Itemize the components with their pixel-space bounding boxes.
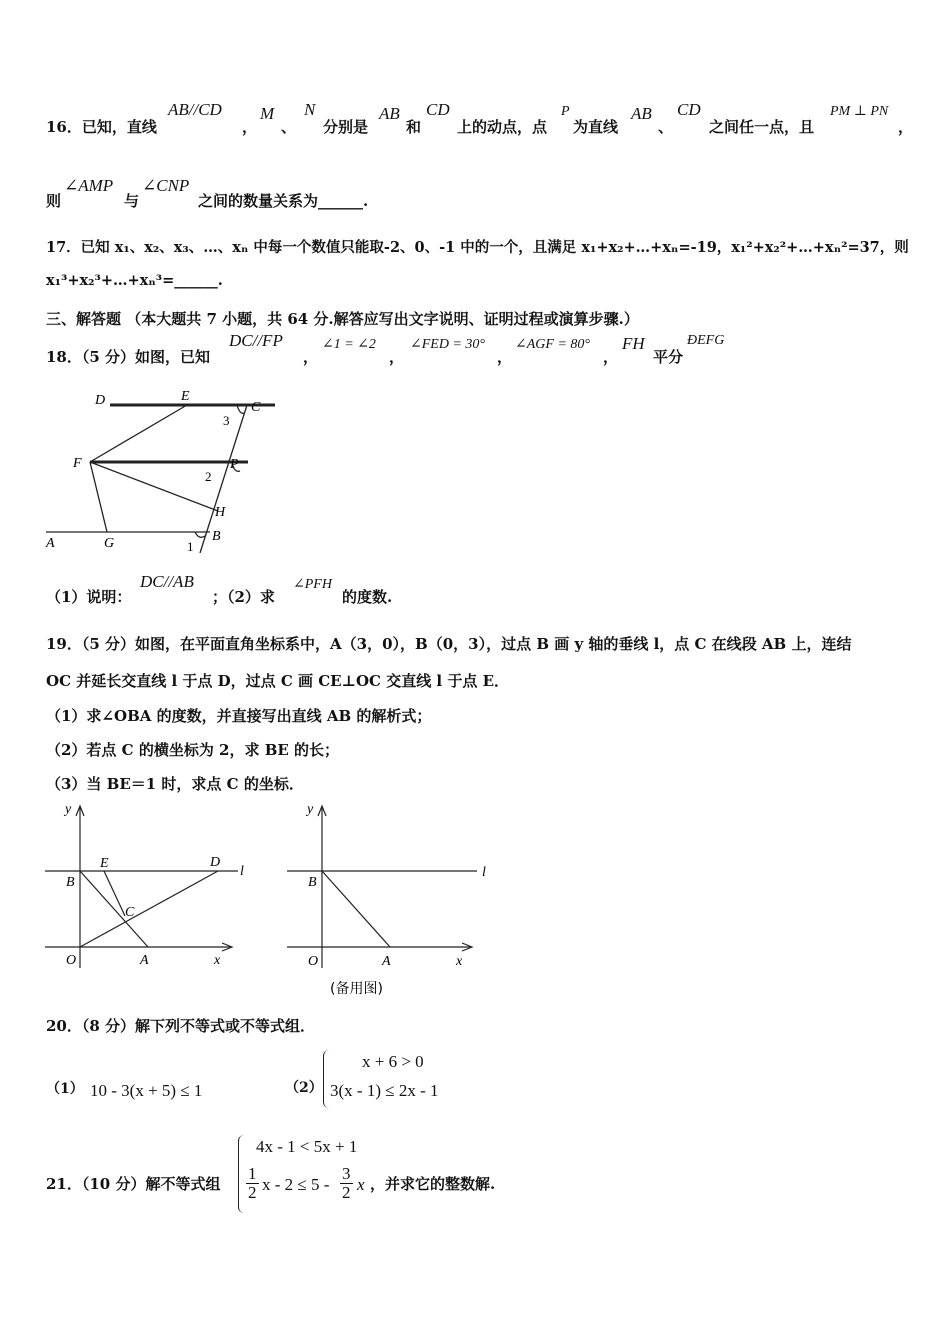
fig19a-label: C xyxy=(125,905,135,920)
math-dc-parallel-fp: DC//FP xyxy=(229,331,283,350)
fig19a-label: x xyxy=(214,953,221,968)
math-pm-perp-pn: PM ⊥ PN xyxy=(830,104,889,119)
fig19b-label: A xyxy=(382,954,391,969)
math-angle-cnp: ∠CNP xyxy=(142,176,190,195)
q20-part2-ineq1: x + 6 > 0 xyxy=(362,1052,424,1071)
q20-part2-label: （2） xyxy=(285,1080,323,1096)
math-cd: CD xyxy=(426,100,450,119)
q16-prefix: 16．已知，直线 xyxy=(46,118,157,136)
q20-part1-expr: 10 - 3(x + 5) ≤ 1 xyxy=(90,1081,203,1100)
fig18-label: G xyxy=(104,536,115,551)
math-p: P xyxy=(561,104,570,119)
fig19b-label: x xyxy=(456,954,463,969)
fig18-label: P xyxy=(230,457,239,472)
fig18-label: C xyxy=(251,400,261,415)
fig19a-label: O xyxy=(66,953,77,968)
q18-line: 18．（5 分）如图，已知 DC//FP ， ∠1 = ∠2 ， ∠FED = 30° ， ∠AGF = 80° ， FH 平分 ÐEFG xyxy=(46,331,725,366)
fig19b-label: O xyxy=(308,954,319,969)
q17-line1: 17．已知 x₁、x₂、x₃、…、xₙ 中每一个数值只能取-2、0、-1 中的一个，且满足 x₁+x₂+…+xₙ=-19，x₁²+x₂²+…+xₙ²=37，则 xyxy=(46,239,909,256)
q19-line1: 19．（5 分）如图，在平面直角坐标系中，A（3，0），B（0，3），过点 B 画 y 轴的垂线 l，点 C 在线段 AB 上，连结 xyxy=(46,635,852,653)
math-ab-2: AB xyxy=(631,104,652,123)
math-fh: FH xyxy=(622,334,645,353)
fig19b-label: l xyxy=(482,865,486,880)
q18-figure xyxy=(40,385,280,560)
fig19a-label: y xyxy=(65,802,72,817)
fig18-label: 2 xyxy=(205,469,212,484)
math-angle-amp: ∠AMP xyxy=(64,176,114,195)
q19-line2: OC 并延长交直线 l 于点 D，过点 C 画 CE⊥OC 交直线 l 于点 E． xyxy=(46,672,510,690)
math-ab-parallel-cd: AB//CD xyxy=(168,100,222,119)
fig19b-label: y xyxy=(307,802,314,817)
q19-sub1: （1）求∠OBA 的度数，并直接写出直线 AB 的解析式； xyxy=(46,707,432,725)
math-angle-agf: ∠AGF = 80° xyxy=(515,337,590,352)
q21-head: 21．（10 分）解不等式组 xyxy=(46,1175,221,1193)
fig18-label: B xyxy=(212,529,221,544)
fraction-one-half: $\frac{1}{2}$ xyxy=(248,1164,257,1202)
fraction-three-halves: $\frac{3}{2}$ xyxy=(342,1164,351,1202)
math-angle1-eq-angle2: ∠1 = ∠2 xyxy=(322,337,376,352)
q18-subquestions: （1）说明： DC//AB ；（2）求 ∠PFH 的度数. xyxy=(46,572,393,606)
q20-head: 20．（8 分）解下列不等式或不等式组． xyxy=(46,1017,316,1035)
q20-system-brace xyxy=(323,1050,330,1108)
q16-line1: 16．已知，直线 AB//CD ， M 、 N 分别是 AB 和 CD 上的动点，点 P 为直线 AB 、 CD 之间任一点，且 PM ⊥ PN ， xyxy=(46,100,914,136)
fig19b-label: B xyxy=(308,875,317,890)
q19-figure-main xyxy=(40,798,255,973)
fig18-label: H xyxy=(215,505,226,520)
fig19a-label: A xyxy=(140,953,149,968)
q19-sub2: （2）若点 C 的横坐标为 2，求 BE 的长； xyxy=(46,741,340,759)
math-dc-parallel-ab: DC//AB xyxy=(140,572,194,591)
q16-line2: 则 ∠AMP 与 ∠CNP 之间的数量关系为______. xyxy=(46,176,369,210)
fig19b-caption: (备用图) xyxy=(330,981,383,997)
fig18-label: 3 xyxy=(223,413,230,428)
fig19a-label: D xyxy=(210,855,221,870)
math-angle-fed: ∠FED = 30° xyxy=(410,337,485,352)
fig18-label: E xyxy=(181,389,190,404)
q20-part1-label: （1） xyxy=(46,1081,84,1097)
q20-part2-ineq2: 3(x - 1) ≤ 2x - 1 xyxy=(330,1081,439,1100)
math-m: M xyxy=(260,104,275,123)
fig19a-label: l xyxy=(240,864,244,879)
fig19a-label: E xyxy=(100,856,109,871)
q21-ineq2: $\frac{1}{2}$ x - 2 ≤ 5 - $\frac{3}{2}$ x xyxy=(248,1164,365,1202)
math-n: N xyxy=(304,100,316,119)
math-cd-2: CD xyxy=(677,100,701,119)
q19-sub3: （3）当 BE＝1 时，求点 C 的坐标． xyxy=(46,775,304,793)
fig18-label: A xyxy=(46,536,55,551)
fig18-label: 1 xyxy=(187,539,194,554)
math-efg: ÐEFG xyxy=(687,333,725,348)
q21-tail: ，并求它的整数解. xyxy=(370,1175,496,1193)
q21-system-brace xyxy=(238,1135,245,1213)
math-ab: AB xyxy=(379,104,400,123)
fig18-label: F xyxy=(73,456,82,471)
q19-figure-spare xyxy=(282,798,497,1003)
fig19a-label: B xyxy=(66,875,75,890)
fig18-label: D xyxy=(95,393,106,408)
q17-line2: x₁³+x₂³+…+xₙ³=______. xyxy=(46,272,223,289)
math-angle-pfh: ∠PFH xyxy=(293,577,332,592)
q21-ineq1: 4x - 1 < 5x + 1 xyxy=(256,1137,358,1156)
section-3-header: 三、解答题 （本大题共 7 小题，共 64 分.解答应写出文字说明、证明过程或演算步骤.） xyxy=(46,310,639,328)
